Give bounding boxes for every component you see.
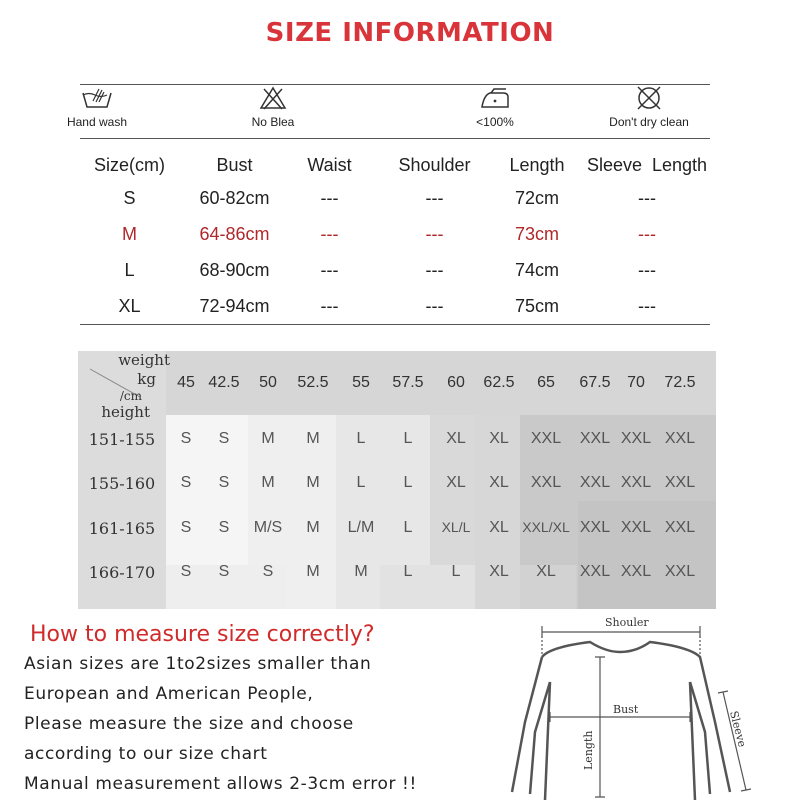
size-cell: XL xyxy=(536,563,556,580)
care-hand-wash xyxy=(62,85,132,129)
care-label: Hand wash xyxy=(66,115,128,129)
weight-header-cell: 57.5 xyxy=(392,374,424,391)
weight-header-cell: 42.5 xyxy=(208,374,240,391)
care-iron xyxy=(460,85,530,129)
size-cell: XL xyxy=(489,563,509,580)
size-cell: XL xyxy=(489,474,509,491)
weight-header-cell: 52.5 xyxy=(297,374,329,391)
size-cell: L xyxy=(124,259,135,280)
size-cell: XL xyxy=(118,295,141,316)
corner-kg: kg xyxy=(137,370,156,388)
size-cell: M xyxy=(261,430,275,447)
size-cell: L xyxy=(403,430,413,447)
measure-title: How to measure size correctly? xyxy=(30,622,375,647)
size-cell: S xyxy=(180,563,192,580)
corner-cm: /cm xyxy=(119,389,142,403)
size-cell: XXL xyxy=(579,563,611,580)
height-row-label: 166-170 xyxy=(88,563,156,582)
size-cell: M xyxy=(261,474,275,491)
shoulder-cell: --- xyxy=(425,223,444,244)
weight-header-cell: 62.5 xyxy=(483,374,515,391)
size-cell: XXL xyxy=(664,430,696,447)
size-cell: XXL xyxy=(664,474,696,491)
size-table-header xyxy=(82,150,722,180)
table-row xyxy=(82,216,722,252)
size-cell: M xyxy=(306,563,320,580)
care-label: <100% xyxy=(476,115,514,129)
size-cell: M xyxy=(306,474,320,491)
bust-cell: 60-82cm xyxy=(199,187,270,208)
size-cell: L xyxy=(403,519,413,536)
size-cell: XXL xyxy=(620,519,652,536)
header-cell: Sleeve Length xyxy=(586,154,708,175)
size-table xyxy=(82,150,722,324)
no-dry-clean-icon xyxy=(634,85,664,111)
care-label: No Blea xyxy=(251,115,295,129)
size-cell: XXL xyxy=(620,430,652,447)
size-cell: S xyxy=(123,187,136,208)
corner-height: height xyxy=(101,403,150,421)
size-cell: S xyxy=(180,474,192,491)
length-label: Length xyxy=(582,730,595,770)
size-cell: L xyxy=(403,563,413,580)
size-cell: M xyxy=(306,430,320,447)
bust-cell: 72-94cm xyxy=(199,295,270,316)
table-row xyxy=(82,180,722,216)
header-cell: Bust xyxy=(216,154,253,175)
size-cell: M xyxy=(122,223,137,244)
garment-diagram xyxy=(490,612,760,800)
length-cell: 75cm xyxy=(514,295,559,316)
weight-header-cell: 45 xyxy=(177,374,195,391)
size-cell: M xyxy=(306,519,320,536)
weight-header-cell: 60 xyxy=(447,374,465,391)
divider-bottom xyxy=(80,324,710,325)
size-cell: XL xyxy=(489,430,509,447)
weight-header-cell: 72.5 xyxy=(664,374,696,391)
size-cell: L xyxy=(356,430,366,447)
height-row-label: 161-165 xyxy=(88,519,156,538)
size-cell: XXL xyxy=(620,474,652,491)
sleeve-cell: --- xyxy=(638,259,656,280)
size-cell: S xyxy=(262,563,274,580)
measure-line: Asian sizes are 1to2sizes smaller than xyxy=(24,654,372,674)
measure-line: according to our size chart xyxy=(24,744,268,764)
size-cell: XXL xyxy=(579,474,611,491)
size-cell: XXL xyxy=(579,430,611,447)
no-bleach-icon xyxy=(258,85,288,111)
divider-mid xyxy=(80,138,710,139)
sweater-outline-icon xyxy=(512,642,730,800)
sleeve-cell: --- xyxy=(638,187,656,208)
size-cell: XL xyxy=(446,430,466,447)
page-title: SIZE INFORMATION xyxy=(265,18,555,48)
length-cell: 74cm xyxy=(514,259,559,280)
size-cell: M xyxy=(354,563,368,580)
iron-icon xyxy=(478,85,512,111)
length-cell: 73cm xyxy=(514,223,559,244)
size-cell: XXL xyxy=(530,430,562,447)
table-row xyxy=(82,288,722,324)
measure-line: European and American People, xyxy=(24,684,314,704)
size-cell: L xyxy=(403,474,413,491)
shoulder-cell: --- xyxy=(425,187,444,208)
bust-label: Bust xyxy=(613,703,639,716)
care-no-dry-clean xyxy=(604,85,694,129)
height-row-label: 155-160 xyxy=(88,474,156,493)
size-cell: S xyxy=(218,474,230,491)
header-cell: Shoulder xyxy=(398,154,471,175)
size-cell: XL xyxy=(489,519,509,536)
height-row-label: 151-155 xyxy=(88,430,156,449)
sleeve-cell: --- xyxy=(638,223,656,244)
waist-cell: --- xyxy=(320,259,339,280)
size-cell: XL xyxy=(446,474,466,491)
weight-header-cell: 70 xyxy=(627,374,645,391)
waist-cell: --- xyxy=(320,223,339,244)
size-cell: L/M xyxy=(347,519,375,536)
hand-wash-icon xyxy=(79,85,115,111)
shoulder-label: Shouler xyxy=(605,616,649,629)
weight-header-cell: 67.5 xyxy=(579,374,611,391)
size-cell: XXL xyxy=(620,563,652,580)
size-cell: XXL/XL xyxy=(522,519,570,535)
header-cell: Waist xyxy=(307,154,352,175)
size-cell: S xyxy=(180,430,192,447)
size-cell: XXL xyxy=(579,519,611,536)
shade-band xyxy=(578,501,716,609)
size-cell: M/S xyxy=(253,519,283,536)
care-no-bleach xyxy=(238,85,308,129)
weight-header-cell: 50 xyxy=(259,374,277,391)
length-cell: 72cm xyxy=(514,187,559,208)
size-cell: L xyxy=(356,474,366,491)
weight-header-cell: 55 xyxy=(352,374,370,391)
shoulder-cell: --- xyxy=(425,295,444,316)
size-cell: XXL xyxy=(664,519,696,536)
waist-cell: --- xyxy=(320,187,339,208)
measure-lines xyxy=(542,626,751,797)
shoulder-cell: --- xyxy=(425,259,444,280)
size-cell: S xyxy=(218,430,230,447)
size-cell: S xyxy=(180,519,192,536)
weight-header-cell: 65 xyxy=(537,374,555,391)
size-cell: S xyxy=(218,519,230,536)
corner-weight: weight xyxy=(118,351,170,369)
size-cell: S xyxy=(218,563,230,580)
table-row xyxy=(82,252,722,288)
header-cell: Size(cm) xyxy=(94,154,165,175)
bust-cell: 64-86cm xyxy=(199,223,270,244)
size-cell: XXL xyxy=(530,474,562,491)
header-cell: Length xyxy=(509,154,565,175)
waist-cell: --- xyxy=(320,295,339,316)
sleeve-cell: --- xyxy=(638,295,656,316)
size-cell: XL/L xyxy=(441,519,471,535)
measure-line: Manual measurement allows 2-3cm error !! xyxy=(24,774,417,794)
weight-height-chart xyxy=(78,351,716,609)
bust-cell: 68-90cm xyxy=(199,259,270,280)
size-cell: XXL xyxy=(664,563,696,580)
measure-line: Please measure the size and choose xyxy=(24,714,354,734)
sleeve-label: Sleeve xyxy=(727,709,749,749)
care-label: Don't dry clean xyxy=(609,115,689,129)
size-cell: L xyxy=(451,563,461,580)
